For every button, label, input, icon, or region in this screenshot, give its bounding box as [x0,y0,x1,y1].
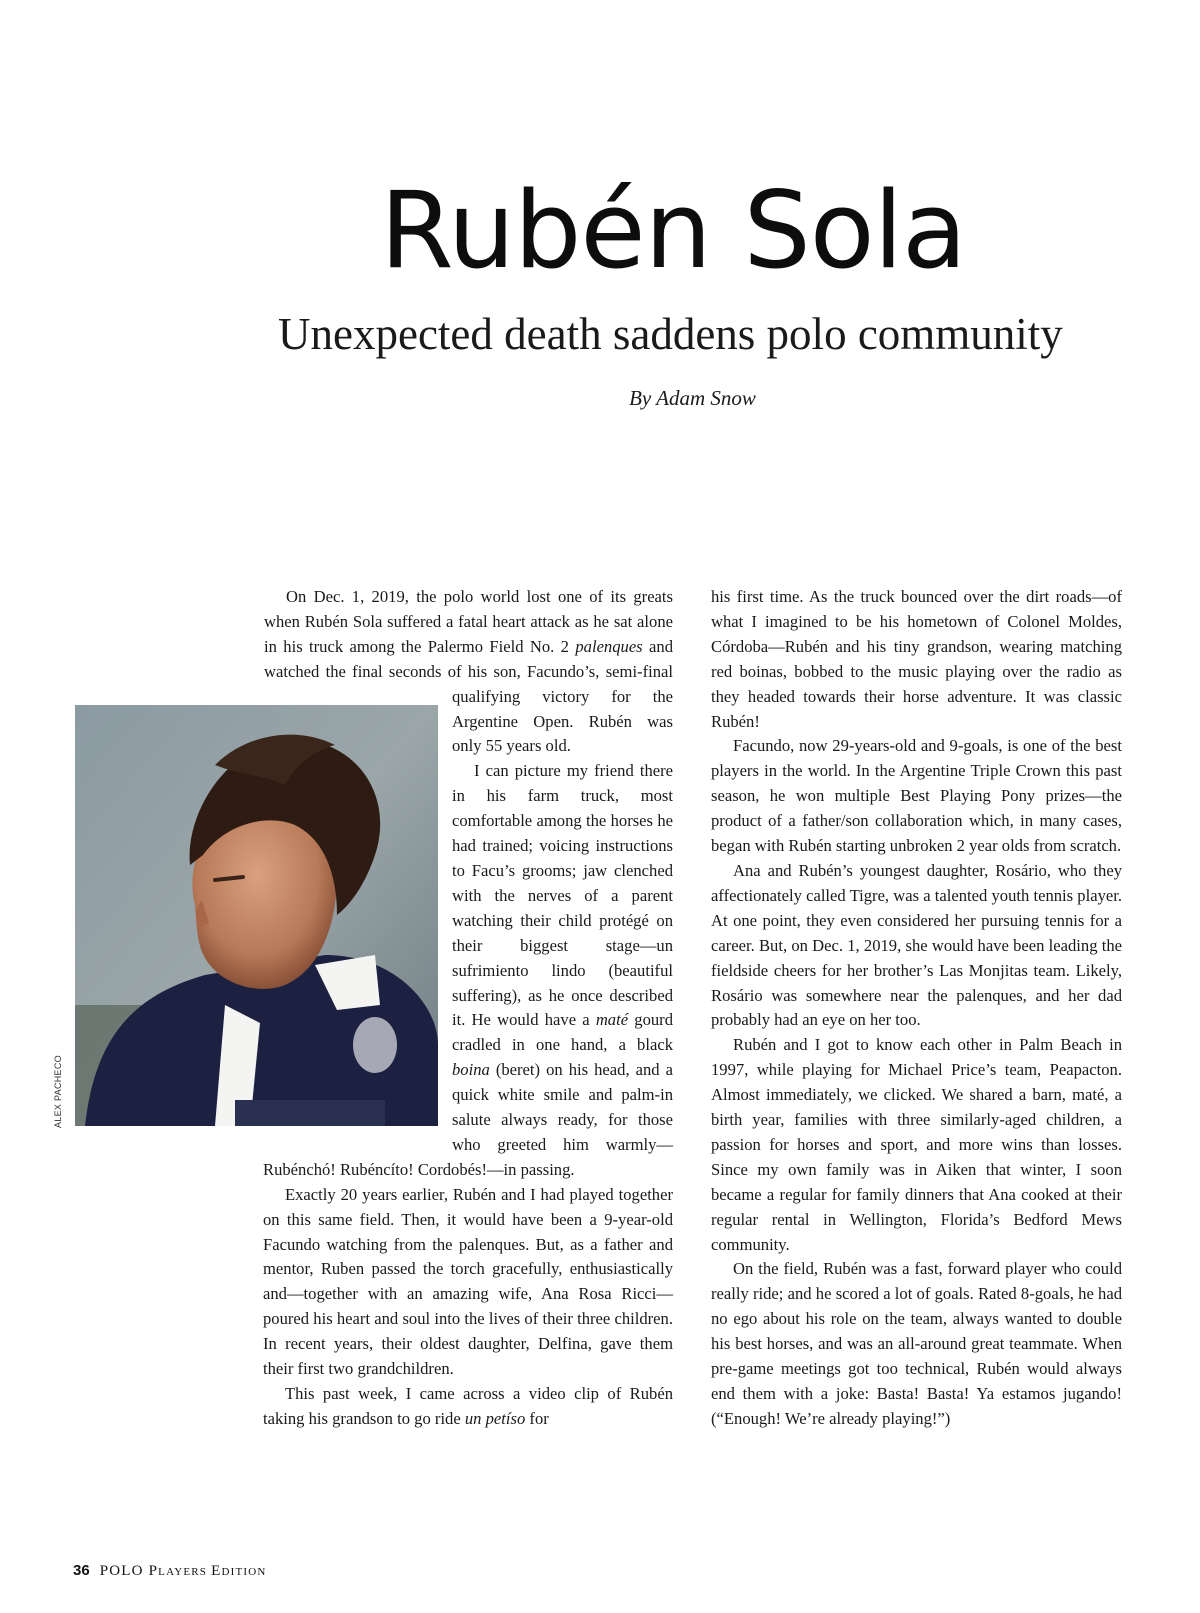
magazine-name: POLO PLAYERS EDITION [99,1563,267,1579]
paragraph: Exactly 20 years earlier, Rubén and I had played together on this same field. Then, it would have been a 9-year-old Facundo watching from the palenques. But, as a father and mentor, Ruben passed the torch gracefully, enthusiastically and—together with an amazing wife, Ana Rosa Ricci— poured his heart and soul into the lives of their three children. In recent years, their oldest daughter, Delfina, gave them their first two grandchildren. [263,1184,673,1379]
page-number: 36 [73,1562,90,1579]
paragraph: On Dec. 1, 2019, the polo world lost one of its greats when Rubén Sola suffered a fatal heart attack as he sat alone in his truck among the Palermo Field No. 2 palenques and watched the final seconds of his son, Facundo’s, semi-final qualifying victory for the Argentine Open. Rubén was only 55 years old. [264,587,673,756]
paragraph: I can picture my friend there in his farm truck, most comfortable among the horses he had trained; voicing instructions to Facu’s grooms; jaw clenched with the nerves of a parent watching their child protégé on their biggest stage—un sufrimiento lindo (beautiful suffering), as he once described it. He would have a maté gourd cradled in one hand, a black boina (beret) on his head, and a quick white smile and palm-in salute always ready, for those who greeted him warmly—Rubénchó! Rubéncíto! Cordobés!—in passing. [263,761,673,1179]
article-title: Rubén Sola [380,169,966,292]
photo-credit: ALEX PACHECO [53,1055,63,1128]
paragraph: Facundo, now 29-years-old and 9-goals, is one of the best players in the world. In the Argentine Triple Crown this past season, he won multiple Best Playing Pony prizes—the product of a father/son collaboration which, in many cases, began with Rubén starting unbroken 2 year olds from scratch. [711,736,1122,856]
paragraph: Ana and Rubén’s youngest daughter, Rosário, who they affectionately called Tigre, was a talented youth tennis player. At one point, they even considered her pursuing tennis for a career. But, on Dec. 1, 2019, she would have been leading the fieldside cheers for her brother’s Las Monjitas team. Likely, Rosário was somewhere near the palenques, and her dad probably had an eye on her too. [711,860,1122,1030]
paragraph: This past week, I came across a video clip of Rubén taking his grandson to go ride un petíso for [263,1384,673,1428]
paragraph: his first time. As the truck bounced over the dirt roads—of what I imagined to be his hometown of Colonel Moldes, Córdoba—Rubén and his tiny grandson, wearing matching red boinas, bobbed to the music playing over the radio as they headed towards their horse adventure. It was classic Rubén! [711,587,1122,731]
paragraph: Rubén and I got to know each other in Palm Beach in 1997, while playing for Michael Price’s team, Peapacton. Almost immediately, we clicked. We shared a barn, maté, a birth year, families with three similarly-aged children, a passion for horses and sport, and more wins than losses. Since my own family was in Aiken that winter, I soon became a regular for family dinners that Ana cooked at their regular rental in Wellington, Florida’s Bedford Mews community. [711,1035,1122,1254]
article-column-right [711,585,1122,1432]
byline: By Adam Snow [629,386,756,410]
page-footer [73,1562,267,1580]
paragraph: On the field, Rubén was a fast, forward player who could really ride; and he scored a lot of goals. Rated 8-goals, he had no ego about his role on the team, always wanted to double his best horses, and was an all-around great teammate. When pre-game meetings got too technical, Rubén would always end them with a joke: Basta! Basta! Ya estamos jugando! (“Enough! We’re already playing!”) [711,1259,1122,1428]
article-column-left [263,585,673,1505]
article-subtitle: Unexpected death saddens polo community [278,309,1063,359]
